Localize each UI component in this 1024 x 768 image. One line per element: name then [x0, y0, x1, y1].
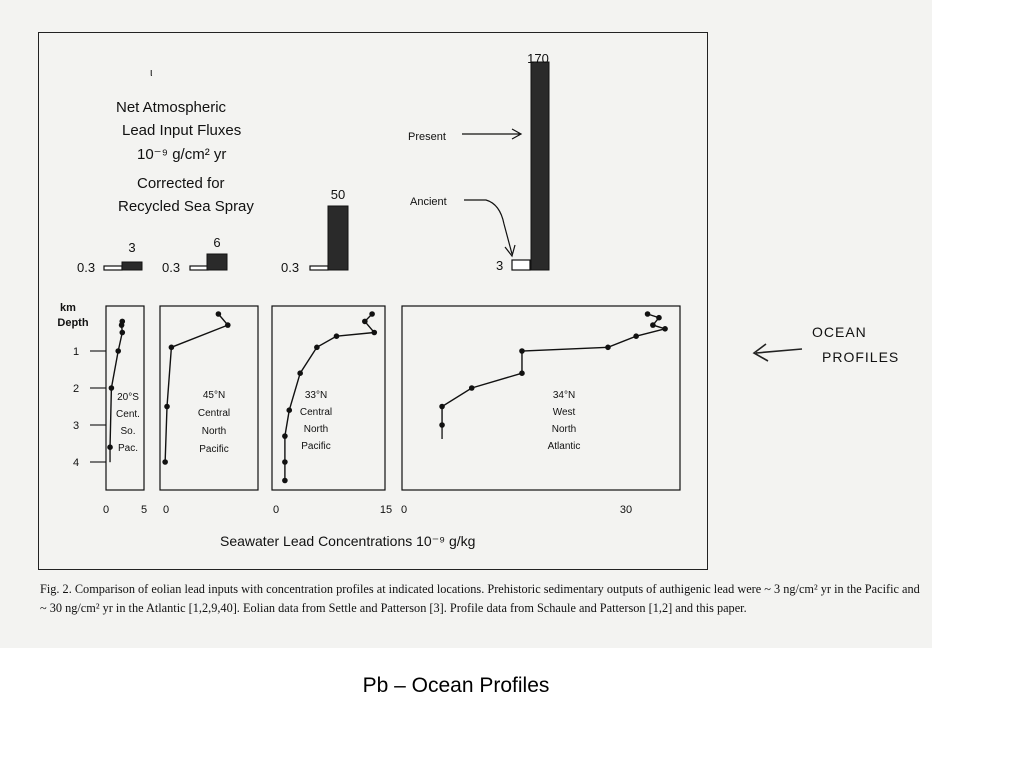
flux-bar-present-2: [207, 254, 227, 270]
profile-point-3-7: [286, 407, 292, 413]
profile-point-4-9: [469, 385, 475, 391]
profile-point-4-4: [662, 326, 668, 332]
profile-point-4-8: [519, 370, 525, 376]
flux-title-line-1: Net Atmospheric: [116, 99, 227, 116]
profile-panel-2: [160, 306, 258, 516]
flux-bar-chart: [77, 51, 549, 275]
profile-xtick-1-2: 5: [140, 504, 148, 516]
profile-location-4-4: Atlantic: [547, 441, 581, 452]
profile-location-1-2: Cent.: [116, 409, 140, 420]
annotation-arrow-icon: [754, 344, 802, 361]
flux-bar-present-1: [122, 262, 142, 270]
profile-xtick-2-1: 0: [162, 504, 170, 516]
profile-panel-3: [272, 306, 392, 516]
profile-point-3-5: [314, 345, 320, 351]
profile-point-3-3: [371, 330, 377, 336]
flux-bar-ancient-2: [190, 266, 208, 270]
profile-location-2-1: 45°N: [202, 390, 226, 401]
profile-point-3-2: [362, 319, 368, 325]
profile-xtick-4-1: 0: [400, 504, 408, 516]
x-axis-label: Seawater Lead Concentrations 10⁻⁹ g/kg: [220, 533, 476, 549]
profile-point-4-2: [656, 315, 662, 321]
profile-point-3-1: [369, 311, 375, 317]
flux-label-ancient-2: 0.3: [162, 260, 181, 275]
profile-point-4-5: [633, 333, 639, 339]
profile-charts: [57, 302, 680, 549]
profile-point-2-1: [216, 311, 222, 317]
profile-point-2-3: [169, 345, 175, 351]
profile-location-4-3: North: [551, 424, 577, 435]
profile-point-3-9: [282, 459, 288, 465]
profile-point-4-3: [650, 322, 656, 328]
profile-location-4-1: 34°N: [552, 390, 576, 401]
profile-point-2-4: [164, 404, 170, 410]
profile-point-3-8: [282, 433, 288, 439]
profile-xtick-3-1: 0: [272, 504, 280, 516]
flux-title-line-3: 10⁻⁹ g/cm² yr: [137, 146, 227, 163]
flux-label-present-2: 6: [213, 235, 221, 250]
profile-location-3-4: Pacific: [301, 441, 331, 452]
profile-point-3-4: [334, 333, 340, 339]
profile-location-1-3: So.: [120, 426, 136, 437]
present-annotation: Present: [408, 131, 446, 143]
flux-label-ancient-3: 0.3: [281, 260, 300, 275]
flux-bar-ancient-3: [310, 266, 328, 270]
profile-location-1-1: 20°S: [117, 392, 139, 403]
profile-point-1-3: [119, 330, 125, 336]
profile-point-3-6: [297, 370, 303, 376]
slide-title: Pb – Ocean Profiles: [362, 674, 550, 697]
profile-point-4-6: [605, 345, 611, 351]
depth-axis-label-2: Depth: [57, 317, 89, 329]
depth-tick-2: 2: [72, 383, 80, 395]
profile-xtick-4-2: 30: [619, 504, 633, 516]
profile-line-3: [285, 314, 374, 481]
profile-xtick-1-1: 0: [102, 504, 110, 516]
profile-point-2-2: [225, 322, 231, 328]
flux-title-line-2: Lead Input Fluxes: [122, 122, 242, 139]
annotation-line-1: OCEAN: [812, 324, 867, 340]
profile-point-1-2: [119, 322, 125, 328]
profile-panel-4: [401, 306, 680, 516]
profile-point-3-10: [282, 478, 288, 484]
figure-caption: Fig. 2. Comparison of eolian lead inputs with concentration profiles at indicated locations. Prehistoric sedimentary outputs of authigenic lead were ~ 3 ng/cm² yr in the Pacific and ~ 30 ng/cm² yr in the Atlantic [1,2,9,40]. Eolian data from Settle and Patterson [3]. Profile data from Schaule and Patterson [1,2] and this paper.: [40, 582, 920, 615]
profile-line-2: [165, 314, 231, 462]
profile-location-2-3: North: [201, 426, 227, 437]
profile-point-2-5: [162, 459, 168, 465]
profile-location-1-4: Pac.: [117, 443, 139, 454]
profile-location-3-3: North: [303, 424, 329, 435]
profile-point-4-7: [519, 348, 525, 354]
profile-panel-1: [103, 306, 147, 516]
profile-point-4-10: [439, 404, 445, 410]
profile-xtick-3-2: 15: [379, 504, 393, 516]
profile-box-4: [402, 306, 680, 490]
flux-title-line-4: Corrected for: [137, 175, 225, 192]
flux-bar-present-4: [531, 62, 549, 270]
flux-label-ancient-4: 3: [496, 258, 504, 273]
flux-label-present-4: 170: [527, 51, 549, 66]
flux-label-ancient-1: 0.3: [77, 260, 96, 275]
profile-location-3-2: Central: [299, 407, 333, 418]
depth-tick-3: 3: [72, 420, 80, 432]
profile-location-4-2: West: [552, 407, 576, 418]
flux-label-present-1: 3: [128, 240, 136, 255]
profile-location-2-2: Central: [197, 408, 231, 419]
handwritten-annotation: [754, 324, 899, 365]
profile-location-2-4: Pacific: [199, 444, 229, 455]
flux-bar-ancient-4: [512, 260, 530, 270]
present-arrow-icon: [462, 129, 521, 139]
profile-point-4-1: [645, 311, 651, 317]
ancient-arrow-icon: [464, 200, 515, 256]
flux-title-line-5: Recycled Sea Spray: [118, 198, 254, 215]
flux-bar-present-3: [328, 206, 348, 270]
profile-location-3-1: 33°N: [304, 390, 328, 401]
profile-point-1-5: [109, 385, 115, 391]
ancient-annotation: Ancient: [410, 196, 447, 208]
depth-tick-1: 1: [72, 346, 80, 358]
flux-label-present-3: 50: [330, 187, 346, 202]
depth-axis-label-1: km: [60, 302, 76, 314]
annotation-line-2: PROFILES: [822, 349, 900, 365]
flux-bar-ancient-1: [104, 266, 122, 270]
depth-tick-4: 4: [72, 457, 80, 469]
stray-mark: ι: [150, 67, 153, 79]
profile-point-1-4: [115, 348, 121, 354]
